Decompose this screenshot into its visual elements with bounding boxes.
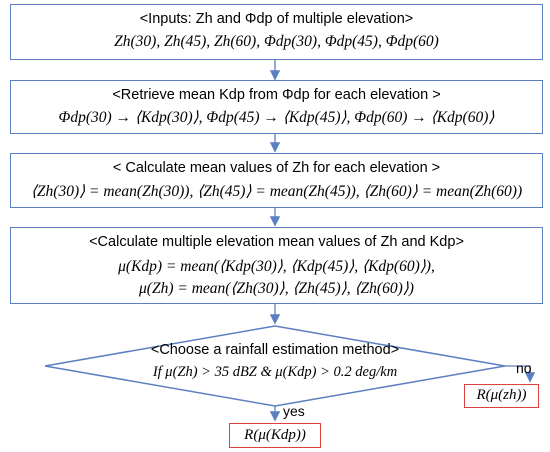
yes-branch-label: yes (283, 403, 305, 419)
step-inputs-box (10, 4, 543, 60)
step-mean-zh-formula: ⟨Zh(30)⟩ = mean(Zh(30)), ⟨Zh(45)⟩ = mean(Zh(45)), ⟨Zh(60)⟩ = mean(Zh(60)) (30, 183, 523, 200)
step-inputs-heading: <Inputs: Zh and Φdp of multiple elevation> (139, 11, 414, 27)
no-branch-label: no (516, 360, 532, 376)
step-retrieve-kdp-box (10, 80, 543, 134)
decision-condition: If μ(Zh) > 35 dBZ & μ(Kdp) > 0.2 deg/km (152, 364, 398, 380)
step-multi-elevation-heading: <Calculate multiple elevation mean values of Zh and Kdp> (89, 234, 464, 250)
step-multi-elevation-box (10, 227, 543, 304)
step-mean-zh-heading: < Calculate mean values of Zh for each elevation > (112, 160, 441, 176)
no-outcome-box: R(μ(zh)) (464, 384, 539, 408)
step-multi-elevation-formula-kdp: μ(Kdp) = mean(⟨Kdp(30)⟩, ⟨Kdp(45)⟩, ⟨Kdp(60)⟩), (118, 258, 435, 275)
step-mean-zh-box (10, 153, 543, 208)
step-retrieve-kdp-heading: <Retrieve mean Kdp from Φdp for each elevation > (112, 87, 441, 103)
step-retrieve-kdp-formula: Φdp(30) → ⟨Kdp(30)⟩, Φdp(45) → ⟨Kdp(45)⟩, Φdp(60) → ⟨Kdp(60)⟩ (58, 109, 495, 126)
yes-outcome-box: R(μ(Kdp)) (229, 423, 321, 448)
decision-heading: <Choose a rainfall estimation method> (150, 342, 400, 358)
step-inputs-formula: Zh(30), Zh(45), Zh(60), Φdp(30), Φdp(45), Φdp(60) (114, 33, 439, 50)
step-multi-elevation-formula-zh: μ(Zh) = mean(⟨Zh(30)⟩, ⟨Zh(45)⟩, ⟨Zh(60)⟩) (139, 280, 414, 297)
